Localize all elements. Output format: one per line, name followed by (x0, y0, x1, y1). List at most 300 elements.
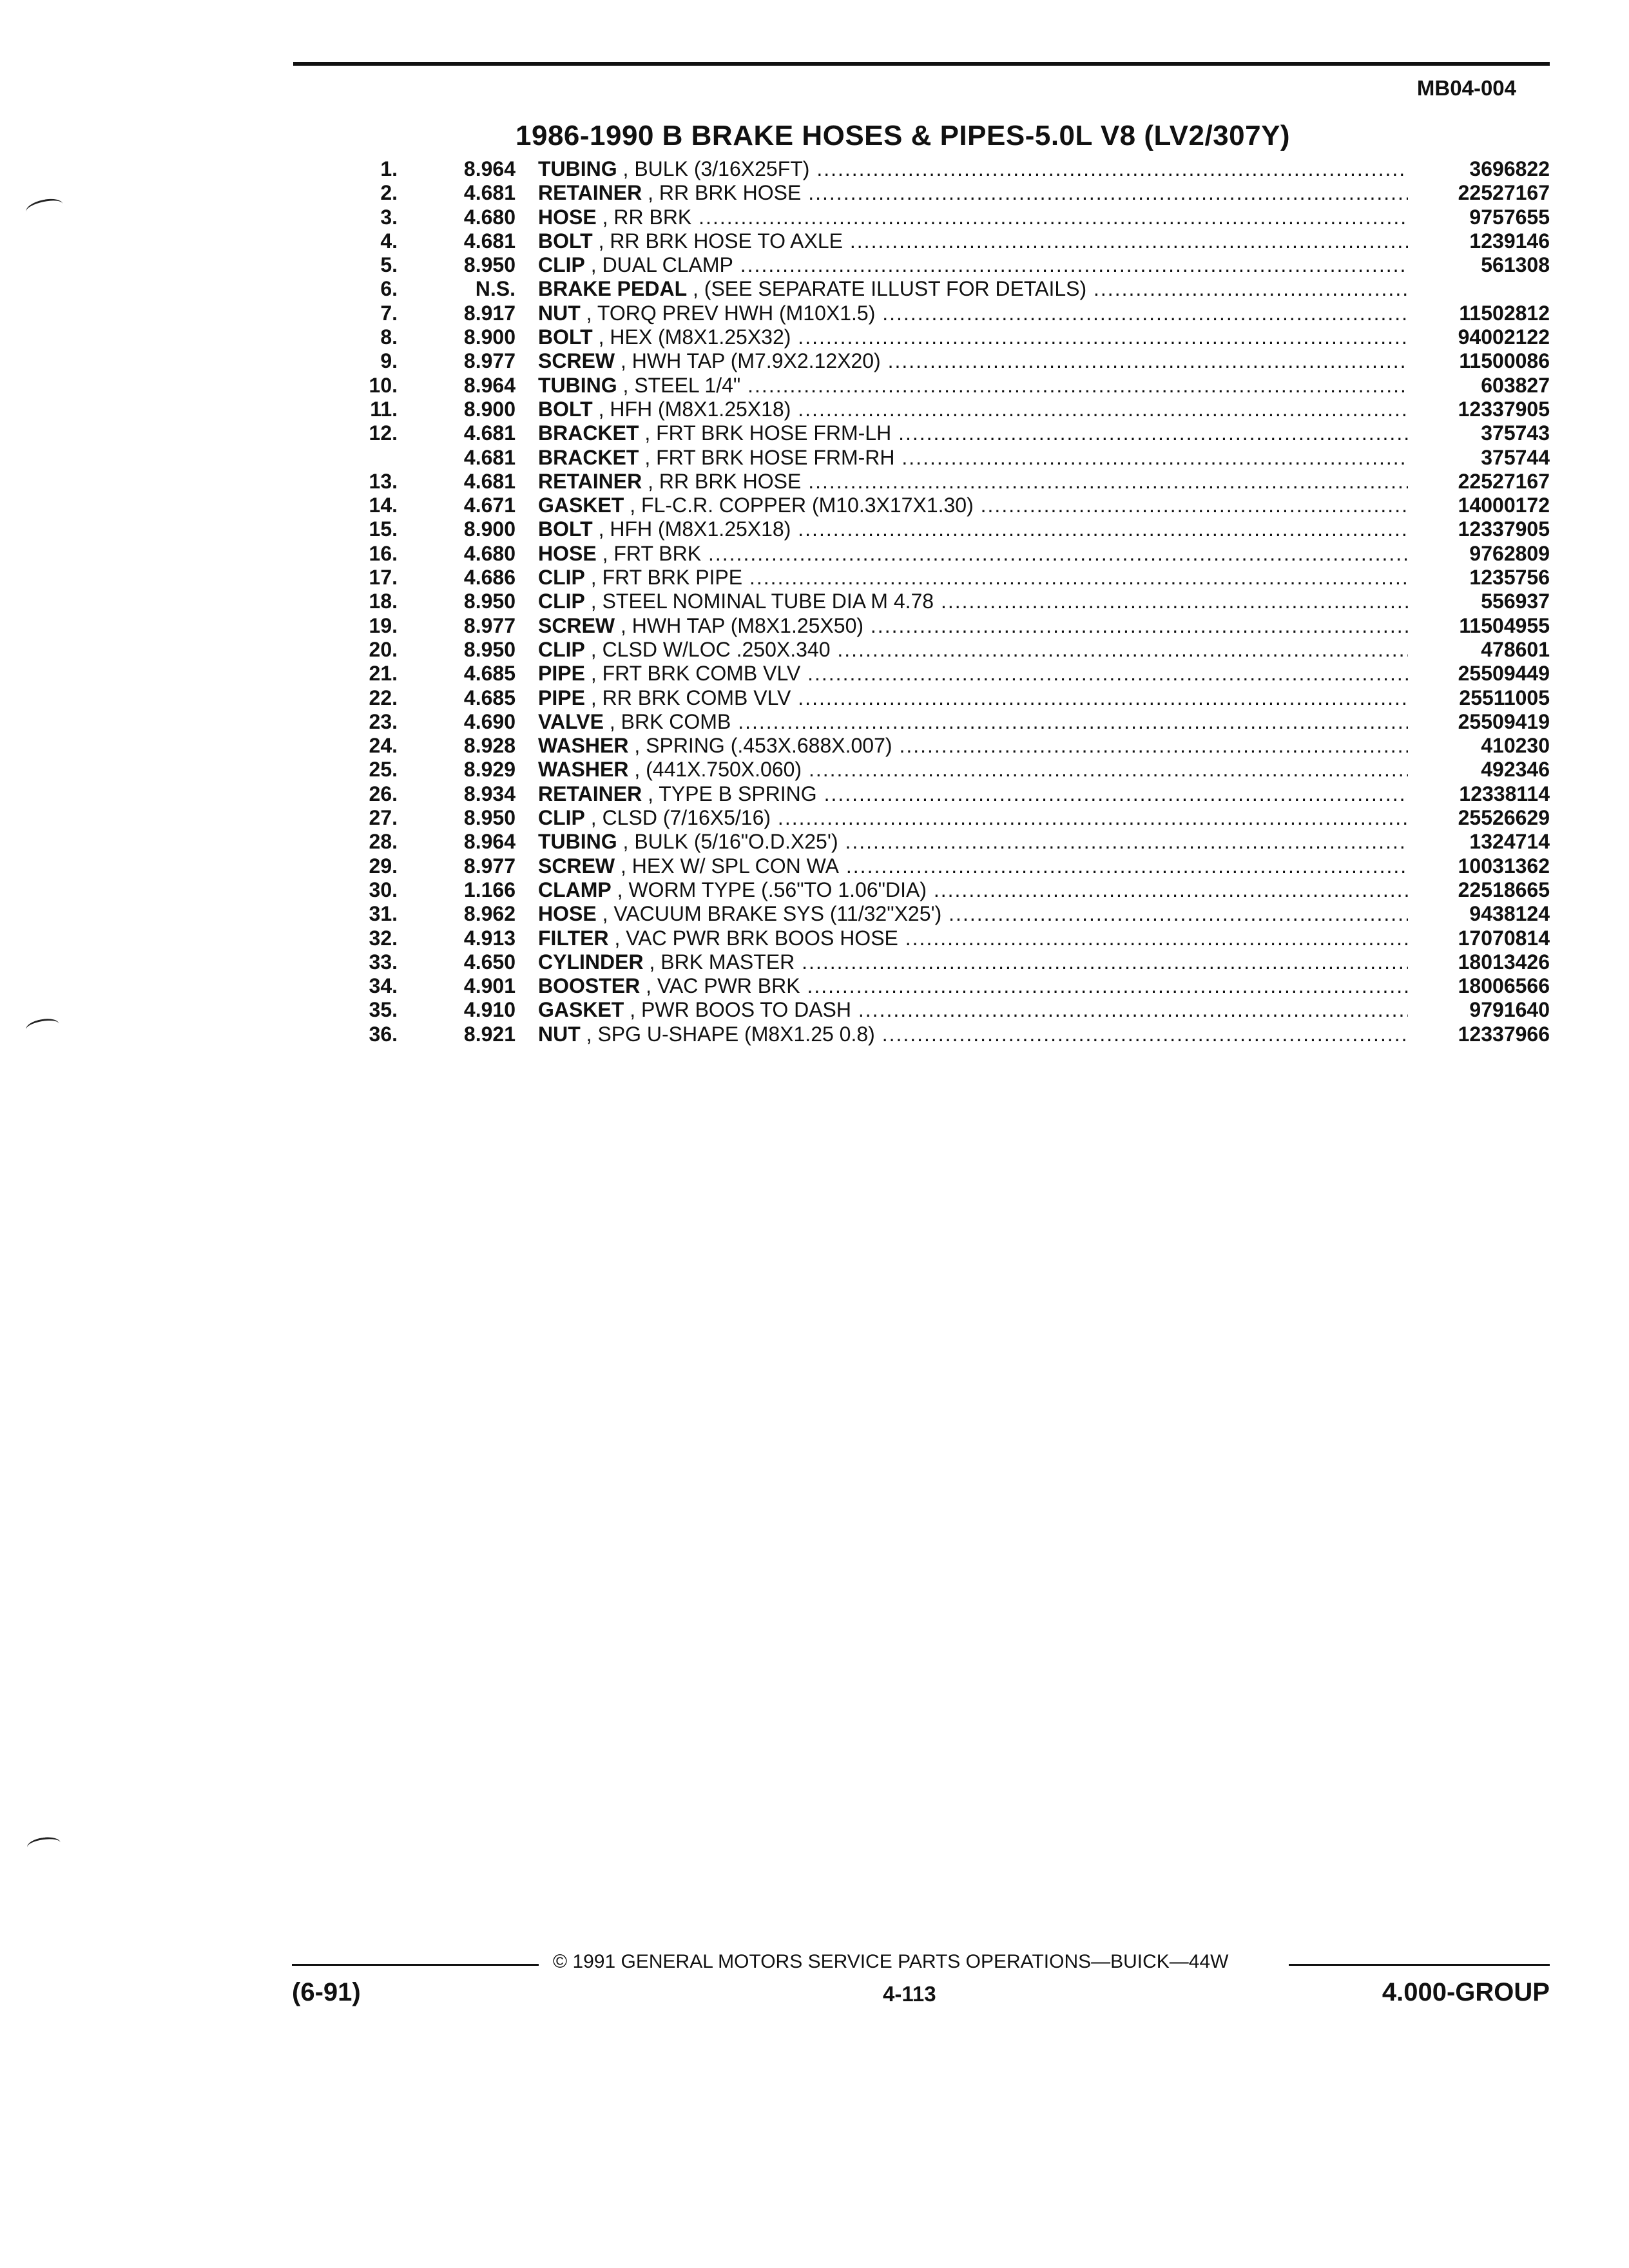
part-description (538, 806, 1408, 830)
part-name: WASHER (538, 758, 629, 782)
part-number: 11500086 (1459, 349, 1550, 373)
part-description (538, 902, 1408, 926)
parts-row (351, 830, 1550, 854)
part-description (538, 206, 1408, 229)
parts-row (351, 710, 1550, 734)
parts-row (351, 421, 1550, 445)
description-separator: , (624, 998, 642, 1022)
description-separator: , (611, 878, 629, 901)
group-number: 8.977 (463, 613, 516, 637)
part-description (538, 470, 1408, 494)
part-number: 9791640 (1469, 998, 1550, 1022)
description-separator: , (584, 662, 602, 686)
parts-row (351, 374, 1550, 398)
part-detail: VACUUM BRAKE SYS (11/32"X25') (613, 902, 942, 926)
part-description (538, 950, 1408, 974)
item-number: 31. (369, 902, 398, 926)
part-detail: RR BRK HOSE TO AXLE (610, 229, 843, 253)
group-number: 4.681 (463, 181, 516, 205)
part-name: VALVE (538, 709, 604, 733)
part-name: CLIP (538, 590, 585, 613)
part-detail: VAC PWR BRK BOOS HOSE (626, 926, 898, 950)
part-number: 25526629 (1458, 806, 1550, 830)
part-detail: TORQ PREV HWH (M10X1.5) (597, 301, 876, 325)
description-separator: , (642, 181, 659, 205)
group-number: 8.962 (463, 902, 516, 926)
part-description (538, 830, 1408, 854)
document-code: MB04-004 (1416, 76, 1516, 100)
group-number: 8.950 (463, 590, 516, 613)
part-number: 12337905 (1458, 397, 1550, 421)
group-number: 4.681 (463, 469, 516, 493)
part-description (538, 927, 1408, 950)
description-separator: , (643, 950, 661, 974)
description-separator: , (580, 1022, 598, 1046)
group-number: 8.921 (463, 1022, 516, 1046)
part-number: 9438124 (1469, 902, 1550, 926)
part-number: 94002122 (1458, 325, 1550, 349)
part-description (538, 325, 1408, 349)
part-description (538, 854, 1408, 878)
hole-punch-mark (24, 196, 64, 220)
part-detail: HFH (M8X1.25X18) (610, 397, 791, 421)
part-description (538, 590, 1408, 613)
parts-row (351, 758, 1550, 782)
group-number: 8.917 (463, 301, 516, 325)
parts-row (351, 277, 1550, 301)
item-number: 9. (380, 349, 398, 373)
part-name: PIPE (538, 662, 585, 686)
part-detail: FRT BRK COMB VLV (602, 662, 801, 686)
item-number: 23. (369, 709, 398, 733)
part-number: 10031362 (1458, 854, 1550, 878)
part-name: BOLT (538, 397, 593, 421)
part-description (538, 758, 1408, 782)
part-number: 22527167 (1458, 181, 1550, 205)
part-name: BOLT (538, 229, 593, 253)
part-description (538, 566, 1408, 590)
part-name: WASHER (538, 734, 629, 758)
part-number: 11502812 (1459, 301, 1550, 325)
part-detail: TYPE B SPRING (659, 782, 817, 805)
description-separator: , (596, 205, 614, 229)
description-separator: , (596, 541, 614, 565)
parts-row (351, 325, 1550, 349)
part-description (538, 253, 1408, 277)
group-number: 8.977 (463, 349, 516, 373)
group-number: 4.685 (463, 662, 516, 686)
part-description (538, 446, 1408, 470)
parts-row (351, 638, 1550, 662)
group-number: 8.964 (463, 830, 516, 854)
group-number: 4.901 (463, 974, 516, 998)
part-number: 22527167 (1458, 469, 1550, 493)
group-number: 8.950 (463, 637, 516, 661)
description-separator: , (687, 277, 704, 301)
part-number: 478601 (1481, 637, 1550, 661)
description-separator: , (592, 397, 610, 421)
description-separator: , (608, 926, 626, 950)
group-number: 8.964 (463, 373, 516, 397)
description-separator: , (628, 734, 646, 758)
parts-row (351, 517, 1550, 541)
description-separator: , (640, 974, 657, 998)
part-description (538, 662, 1408, 686)
part-number: 25509419 (1458, 709, 1550, 733)
part-number: 25511005 (1459, 686, 1550, 709)
description-separator: , (584, 686, 602, 709)
part-number: 603827 (1481, 373, 1550, 397)
part-number: 11504955 (1459, 613, 1550, 637)
part-number: 18013426 (1458, 950, 1550, 974)
item-number: 16. (369, 541, 398, 565)
item-number: 4. (380, 229, 398, 253)
part-description (538, 349, 1408, 373)
parts-row (351, 157, 1550, 181)
part-name: TUBING (538, 830, 617, 854)
group-number: 8.928 (463, 734, 516, 758)
part-detail: CLSD (7/16X5/16) (602, 806, 771, 830)
group-number: 4.681 (463, 421, 516, 445)
part-detail: HWH TAP (M8X1.25X50) (631, 613, 864, 637)
part-detail: VAC PWR BRK (657, 974, 800, 998)
item-number: 28. (369, 830, 398, 854)
parts-row (351, 854, 1550, 878)
part-description (538, 998, 1408, 1022)
parts-row (351, 902, 1550, 926)
parts-row (351, 302, 1550, 325)
description-separator: , (617, 157, 635, 180)
item-number: 35. (369, 998, 398, 1022)
part-description (538, 734, 1408, 758)
part-name: SCREW (538, 349, 615, 373)
part-detail: HFH (M8X1.25X18) (610, 517, 791, 541)
description-separator: , (584, 637, 602, 661)
parts-row (351, 470, 1550, 494)
part-detail: BRK MASTER (660, 950, 795, 974)
part-name: FILTER (538, 926, 609, 950)
group-number: 8.950 (463, 253, 516, 277)
parts-row (351, 206, 1550, 229)
description-separator: , (624, 494, 642, 517)
group-number: 8.900 (463, 325, 516, 349)
part-name: HOSE (538, 541, 597, 565)
parts-row (351, 446, 1550, 470)
item-number: 24. (369, 734, 398, 758)
part-detail: RR BRK HOSE (659, 469, 802, 493)
item-number: 17. (369, 566, 398, 590)
part-detail: FRT BRK (613, 541, 702, 565)
part-name: CLIP (538, 637, 585, 661)
part-description (538, 374, 1408, 398)
part-name: NUT (538, 1022, 581, 1046)
part-detail: FL-C.R. COPPER (M10.3X17X1.30) (641, 494, 974, 517)
description-separator: , (596, 902, 614, 926)
parts-row (351, 806, 1550, 830)
part-number: 12337905 (1458, 517, 1550, 541)
item-number: 33. (369, 950, 398, 974)
part-name: SCREW (538, 854, 615, 878)
part-description (538, 782, 1408, 806)
parts-row (351, 686, 1550, 710)
description-separator: , (615, 349, 632, 373)
part-description (538, 710, 1408, 734)
group-number: 4.910 (463, 998, 516, 1022)
part-name: RETAINER (538, 782, 642, 805)
group-number: 4.686 (463, 566, 516, 590)
part-name: GASKET (538, 494, 624, 517)
part-name: TUBING (538, 373, 617, 397)
parts-row (351, 878, 1550, 902)
part-number: 9757655 (1469, 205, 1550, 229)
part-number: 410230 (1481, 734, 1550, 758)
parts-row (351, 782, 1550, 806)
item-number: 10. (369, 373, 398, 397)
part-description (538, 614, 1408, 638)
item-number: 25. (369, 758, 398, 782)
group-number: 8.964 (463, 157, 516, 180)
group-number: 1.166 (463, 878, 516, 901)
item-number: 34. (369, 974, 398, 998)
item-number: 21. (369, 662, 398, 686)
description-separator: , (615, 613, 632, 637)
part-number: 18006566 (1458, 974, 1550, 998)
footer-date-code: (6-91) (292, 1978, 361, 2006)
part-detail: CLSD W/LOC .250X.340 (602, 637, 831, 661)
part-number: 375743 (1481, 421, 1550, 445)
part-number: 375744 (1481, 445, 1550, 469)
group-number: 4.680 (463, 205, 516, 229)
parts-row (351, 349, 1550, 373)
group-number: 4.680 (463, 541, 516, 565)
item-number: 19. (369, 613, 398, 637)
part-detail: RR BRK (613, 205, 692, 229)
part-name: HOSE (538, 205, 597, 229)
parts-row (351, 566, 1550, 590)
item-number: 26. (369, 782, 398, 805)
part-name: PIPE (538, 686, 585, 709)
parts-row (351, 181, 1550, 205)
parts-row (351, 494, 1550, 517)
parts-row (351, 950, 1550, 974)
footer-rule-right (1289, 1964, 1550, 1966)
part-description (538, 229, 1408, 253)
item-number: 14. (369, 494, 398, 517)
part-detail: FRT BRK HOSE FRM-RH (656, 445, 895, 469)
group-number: 4.681 (463, 445, 516, 469)
part-detail: BULK (5/16"O.D.X25') (634, 830, 838, 854)
item-number: 30. (369, 878, 398, 901)
item-number: 15. (369, 517, 398, 541)
part-description (538, 542, 1408, 566)
description-separator: , (628, 758, 646, 782)
part-detail: SPRING (.453X.688X.007) (646, 734, 892, 758)
description-separator: , (615, 854, 632, 878)
part-description (538, 157, 1408, 181)
group-number: 4.671 (463, 494, 516, 517)
part-description (538, 974, 1408, 998)
description-separator: , (592, 517, 610, 541)
part-number: 17070814 (1458, 926, 1550, 950)
group-number: 8.929 (463, 758, 516, 782)
part-name: HOSE (538, 902, 597, 926)
part-number: 1235756 (1469, 566, 1550, 590)
part-number: 12337966 (1458, 1022, 1550, 1046)
part-number: 25509449 (1458, 662, 1550, 686)
hole-punch-mark (26, 1835, 62, 1854)
item-number: 3. (380, 205, 398, 229)
part-name: CLAMP (538, 878, 612, 901)
part-description (538, 398, 1408, 421)
part-number: 1324714 (1469, 830, 1550, 854)
description-separator: , (617, 373, 635, 397)
part-name: SCREW (538, 613, 615, 637)
part-name: CYLINDER (538, 950, 644, 974)
parts-row (351, 1023, 1550, 1046)
description-separator: , (592, 325, 610, 349)
part-name: CLIP (538, 806, 585, 830)
item-number: 11. (370, 397, 398, 421)
part-detail: DUAL CLAMP (602, 253, 733, 277)
item-number: 1. (380, 157, 398, 180)
part-detail: FRT BRK HOSE FRM-LH (656, 421, 892, 445)
part-description (538, 878, 1408, 902)
parts-list (351, 157, 1550, 1046)
part-detail: WORM TYPE (.56"TO 1.06"DIA) (628, 878, 927, 901)
item-number: 29. (369, 854, 398, 878)
part-name: NUT (538, 301, 581, 325)
description-separator: , (617, 830, 635, 854)
part-detail: (SEE SEPARATE ILLUST FOR DETAILS) (704, 277, 1087, 301)
parts-row (351, 229, 1550, 253)
part-detail: RR BRK COMB VLV (602, 686, 791, 709)
part-detail: BRK COMB (621, 709, 731, 733)
part-detail: HWH TAP (M7.9X2.12X20) (631, 349, 881, 373)
part-name: TUBING (538, 157, 617, 180)
parts-row (351, 590, 1550, 613)
part-number: 1239146 (1469, 229, 1550, 253)
part-name: BOLT (538, 517, 593, 541)
description-separator: , (642, 469, 659, 493)
group-number: 8.900 (463, 397, 516, 421)
item-number: 2. (380, 181, 398, 205)
item-number: 32. (369, 926, 398, 950)
part-description (538, 638, 1408, 662)
group-number: 8.950 (463, 806, 516, 830)
footer-page-number: 4-113 (883, 1982, 936, 2006)
part-number: 3696822 (1469, 157, 1550, 180)
part-name: BOLT (538, 325, 593, 349)
group-number: 8.900 (463, 517, 516, 541)
part-number: 14000172 (1458, 494, 1550, 517)
part-detail: HEX W/ SPL CON WA (631, 854, 839, 878)
item-number: 13. (369, 469, 398, 493)
part-detail: STEEL 1/4" (634, 373, 741, 397)
part-number: 492346 (1481, 758, 1550, 782)
part-description (538, 181, 1408, 205)
part-detail: PWR BOOS TO DASH (641, 998, 851, 1022)
item-number: 12. (369, 421, 398, 445)
parts-row (351, 542, 1550, 566)
description-separator: , (642, 782, 659, 805)
part-number: 556937 (1481, 590, 1550, 613)
description-separator: , (592, 229, 610, 253)
description-separator: , (584, 590, 602, 613)
part-description (538, 1023, 1408, 1046)
part-number: 12338114 (1459, 782, 1550, 805)
part-description (538, 302, 1408, 325)
top-rule (293, 62, 1550, 66)
part-description (538, 421, 1408, 445)
group-number: N.S. (475, 277, 516, 301)
parts-row (351, 734, 1550, 758)
group-number: 4.650 (463, 950, 516, 974)
description-separator: , (603, 709, 621, 733)
description-separator: , (639, 421, 657, 445)
item-number: 8. (380, 325, 398, 349)
description-separator: , (584, 566, 602, 590)
part-number: 22518665 (1458, 878, 1550, 901)
item-number: 20. (369, 637, 398, 661)
footer-copyright: © 1991 GENERAL MOTORS SERVICE PARTS OPERATIONS—BUICK—44W (553, 1951, 1229, 1972)
parts-row (351, 253, 1550, 277)
group-number: 4.681 (463, 229, 516, 253)
part-name: CLIP (538, 566, 585, 590)
part-description (538, 517, 1408, 541)
part-name: BRACKET (538, 445, 639, 469)
part-name: RETAINER (538, 469, 642, 493)
item-number: 18. (369, 590, 398, 613)
part-detail: (441X.750X.060) (646, 758, 802, 782)
parts-row (351, 927, 1550, 950)
hole-punch-mark (24, 1017, 60, 1037)
part-description (538, 277, 1408, 301)
part-name: BRACKET (538, 421, 639, 445)
group-number: 4.690 (463, 709, 516, 733)
description-separator: , (580, 301, 597, 325)
group-number: 4.685 (463, 686, 516, 709)
part-name: CLIP (538, 253, 585, 277)
group-number: 4.913 (463, 926, 516, 950)
part-description (538, 494, 1408, 517)
item-number: 7. (380, 301, 398, 325)
description-separator: , (584, 253, 602, 277)
parts-row (351, 614, 1550, 638)
part-name: GASKET (538, 998, 624, 1022)
item-number: 22. (369, 686, 398, 709)
item-number: 36. (369, 1022, 398, 1046)
part-detail: FRT BRK PIPE (602, 566, 743, 590)
item-number: 6. (380, 277, 398, 301)
item-number: 27. (369, 806, 398, 830)
item-number: 5. (380, 253, 398, 277)
part-name: BOOSTER (538, 974, 641, 998)
part-number: 9762809 (1469, 541, 1550, 565)
part-name: BRAKE PEDAL (538, 277, 688, 301)
description-separator: , (584, 806, 602, 830)
parts-row (351, 662, 1550, 686)
group-number: 8.977 (463, 854, 516, 878)
page-title: 1986-1990 B BRAKE HOSES & PIPES-5.0L V8 (LV2/307Y) (516, 120, 1291, 151)
part-detail: SPG U-SHAPE (M8X1.25 0.8) (597, 1022, 875, 1046)
parts-row (351, 974, 1550, 998)
parts-row (351, 398, 1550, 421)
part-name: RETAINER (538, 181, 642, 205)
part-detail: RR BRK HOSE (659, 181, 802, 205)
footer-group: 4.000-GROUP (1382, 1978, 1550, 2006)
group-number: 8.934 (463, 782, 516, 805)
part-number: 561308 (1481, 253, 1550, 277)
